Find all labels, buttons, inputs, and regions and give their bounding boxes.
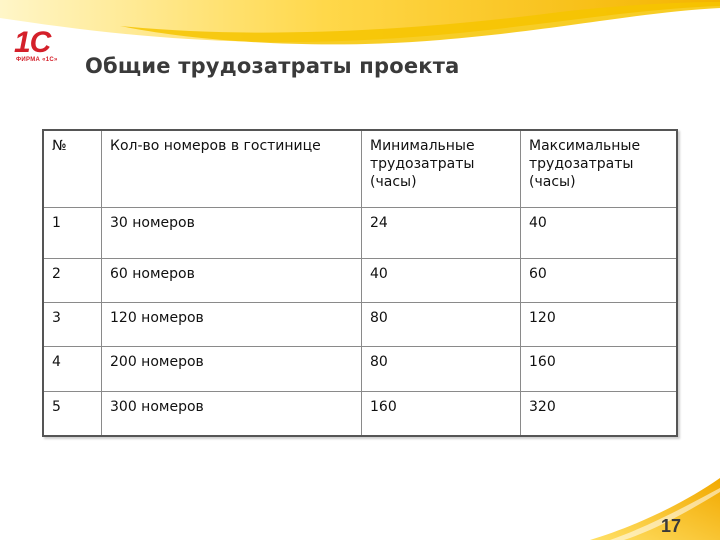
cell-max-effort: 320: [521, 392, 678, 437]
cell-number: 5: [43, 392, 102, 437]
table-row: [43, 392, 677, 437]
table-row: [43, 347, 677, 392]
cell-min-effort: 24: [362, 208, 521, 259]
cell-number: 4: [43, 347, 102, 392]
cell-number: 3: [43, 303, 102, 347]
logo-subtitle: ФИРМА «1С»: [16, 57, 58, 63]
cell-max-effort: 60: [521, 259, 678, 303]
logo-mark: 1С: [14, 26, 51, 59]
cell-room-count: 30 номеров: [102, 208, 362, 259]
cell-min-effort: 160: [362, 392, 521, 437]
cell-room-count: 120 номеров: [102, 303, 362, 347]
header-max-effort: Максимальные трудозатраты (часы): [521, 130, 678, 208]
footer-corner-decoration: [590, 478, 720, 540]
cell-max-effort: 40: [521, 208, 678, 259]
cell-min-effort: 40: [362, 259, 521, 303]
header-min-effort: Минимальные трудозатраты (часы): [362, 130, 521, 208]
cell-room-count: 200 номеров: [102, 347, 362, 392]
table-header-row: [43, 130, 677, 208]
cell-min-effort: 80: [362, 347, 521, 392]
company-logo: [14, 28, 72, 66]
header-room-count: Кол-во номеров в гостинице: [102, 130, 362, 208]
page-number: 17: [661, 516, 682, 536]
table-row: [43, 303, 677, 347]
cell-max-effort: 120: [521, 303, 678, 347]
page-title: Общие трудозатраты проекта: [85, 54, 460, 78]
cell-number: 2: [43, 259, 102, 303]
table-row: [43, 208, 677, 259]
cell-room-count: 60 номеров: [102, 259, 362, 303]
cell-max-effort: 160: [521, 347, 678, 392]
labor-costs-table: [42, 129, 678, 437]
cell-number: 1: [43, 208, 102, 259]
cell-min-effort: 80: [362, 303, 521, 347]
table-row: [43, 259, 677, 303]
header-number: №: [43, 130, 102, 208]
cell-room-count: 300 номеров: [102, 392, 362, 437]
header-swoosh-decoration: [0, 0, 720, 60]
